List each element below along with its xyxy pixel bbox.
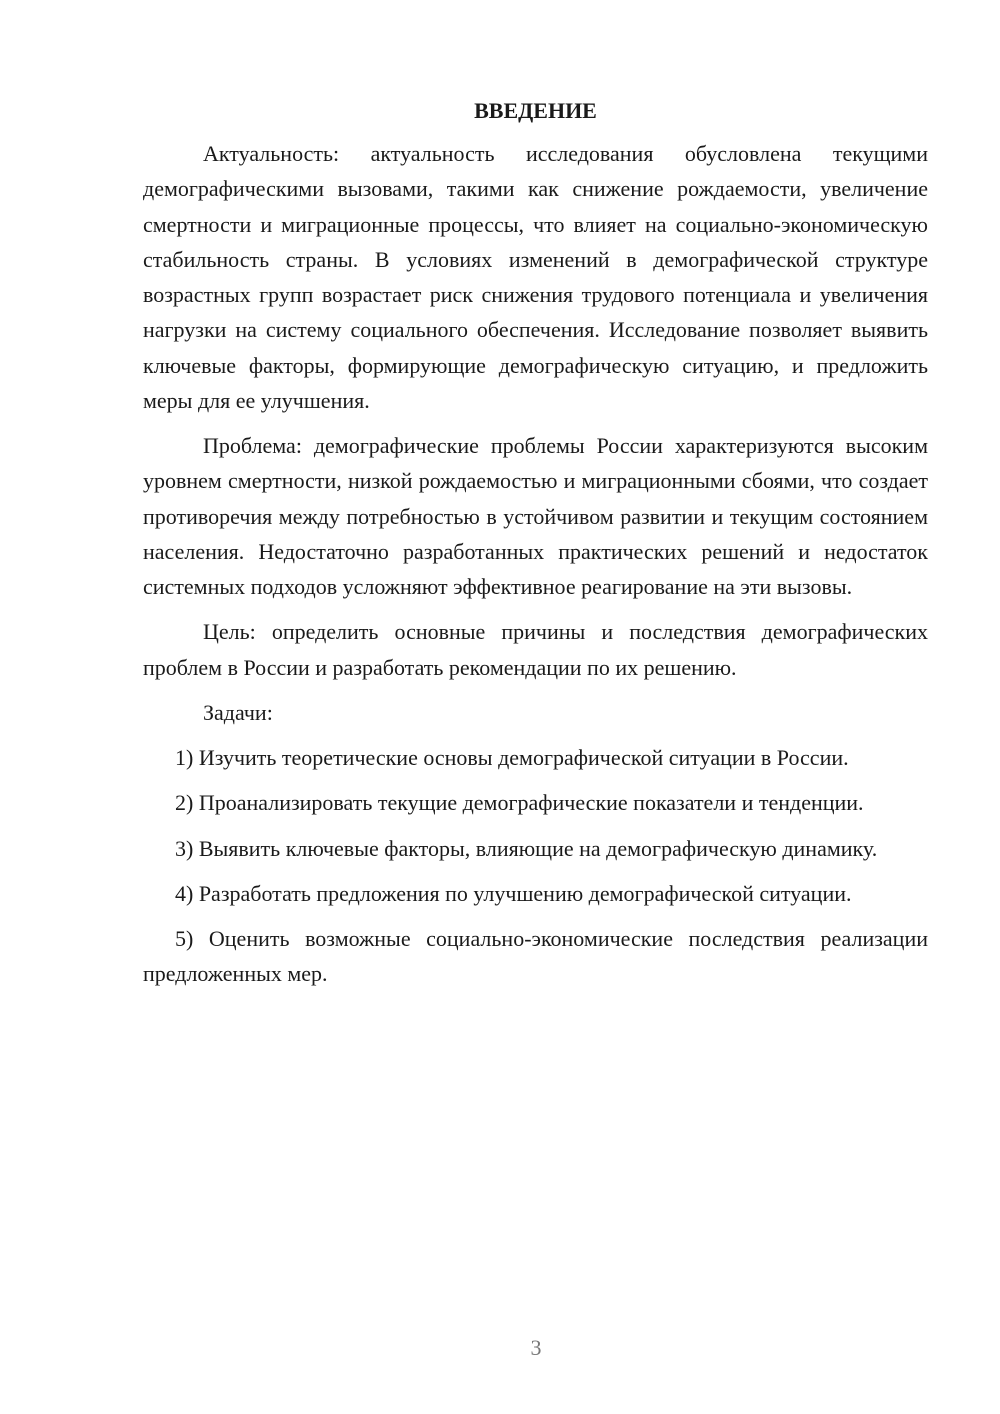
task-item: 5) Оценить возможные социально-экономические последствия реализации предложенных мер.	[143, 926, 928, 987]
section-title: ВВЕДЕНИЕ	[474, 98, 597, 123]
paragraph-goal: Цель: определить основные причины и последствия демографических проблем в России и разработать рекомендации по их решению.	[143, 619, 928, 680]
task-item: 3) Выявить ключевые факторы, влияющие на демографическую динамику.	[175, 835, 878, 861]
page-number: 3	[530, 1335, 542, 1360]
task-item: 4) Разработать предложения по улучшению демографической ситуации.	[175, 880, 852, 906]
task-item: 2) Проанализировать текущие демографические показатели и тенденции.	[175, 790, 864, 816]
paragraph-problem: Проблема: демографические проблемы России характеризуются высоким уровнем смертности, низкой рождаемостью и миграционными сбоями, что создает противоречия между потребностью в устойчивом развитии и текущим состоянием населения. Недостаточно разработанных практических решений и недостаток системных подходов усложняют эффективное реагирование на эти вызовы.	[143, 433, 928, 599]
document-page	[143, 95, 928, 1002]
task-item: 1) Изучить теоретические основы демографической ситуации в России.	[175, 745, 849, 770]
paragraph-relevance: Актуальность: актуальность исследования обусловлена текущими демографическими вызовами, такими как снижение рождаемости, увеличение смертности и миграционные процессы, что влияет на социально-экономическую стабильность страны. В условиях изменений в демографической структуре возрастных групп возрастает риск снижения трудового потенциала и увеличения нагрузки на систему социального обеспечения. Исследование позволяет выявить ключевые факторы, формирующие демографическую ситуацию, и предложить меры для ее улучшения.	[143, 141, 928, 413]
tasks-heading: Задачи:	[203, 699, 273, 725]
